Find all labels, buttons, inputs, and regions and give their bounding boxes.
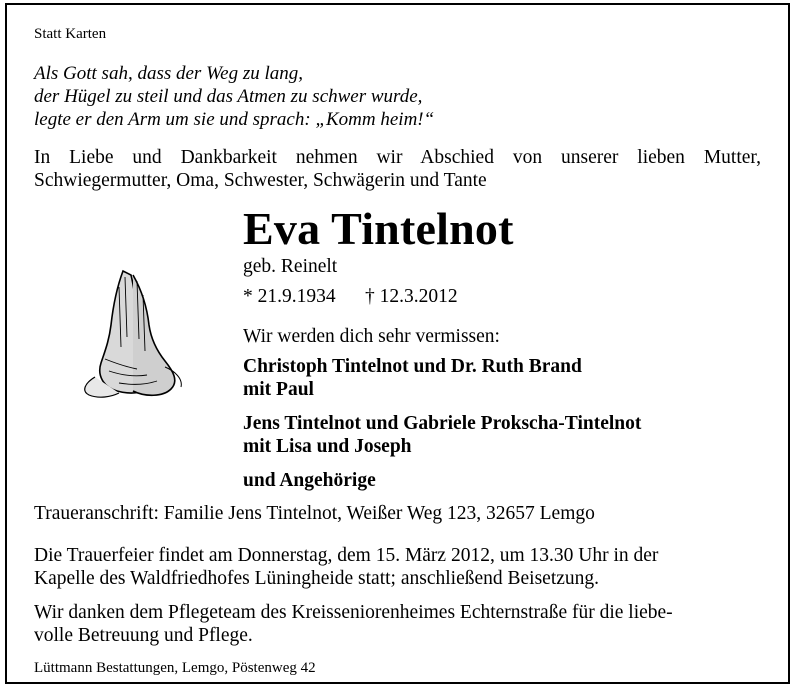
- mourners-intro: Wir werden dich sehr vermissen:: [243, 326, 500, 347]
- thanks-line-2: volle Betreuung und Pflege.: [34, 625, 253, 646]
- family-2-line-2: mit Lisa und Joseph: [243, 436, 412, 457]
- death-date: † 12.3.2012: [365, 286, 458, 307]
- service-line-1: Die Trauerfeier findet am Donnerstag, dem 15. März 2012, um 13.30 Uhr in der: [34, 545, 659, 566]
- deceased-name: Eva Tintelnot: [243, 203, 514, 254]
- statt-karten-label: Statt Karten: [34, 26, 107, 42]
- intro-line-2: Schwiegermutter, Oma, Schwester, Schwägerin und Tante: [34, 170, 487, 191]
- service-line-2: Kapelle des Waldfriedhofes Lüningheide statt; anschließend Beisetzung.: [34, 568, 600, 589]
- obituary-notice: [5, 3, 790, 684]
- family-1-line-2: mit Paul: [243, 379, 314, 400]
- family-1-line-1: Christoph Tintelnot und Dr. Ruth Brand: [243, 356, 582, 377]
- poem-line-3: legte er den Arm um sie und sprach: „Komm heim!“: [34, 109, 435, 130]
- other-relatives: und Angehörige: [243, 470, 376, 491]
- poem-line-1: Als Gott sah, dass der Weg zu lang,: [34, 63, 304, 84]
- poem-line-2: der Hügel zu steil und das Atmen zu schwer wurde,: [34, 86, 423, 107]
- family-2-line-1: Jens Tintelnot und Gabriele Prokscha-Tintelnot: [243, 413, 642, 434]
- birth-name: geb. Reinelt: [243, 256, 338, 277]
- thanks-line-1: Wir danken dem Pflegeteam des Kreisseniorenheimes Echternstraße für die liebe-: [34, 602, 673, 623]
- mourning-address: Traueranschrift: Familie Jens Tintelnot, Weißer Weg 123, 32657 Lemgo: [34, 503, 595, 524]
- funeral-home-footer: Lüttmann Bestattungen, Lemgo, Pöstenweg 42: [34, 660, 316, 676]
- birth-date: * 21.9.1934: [243, 286, 336, 307]
- praying-hands-icon: [75, 267, 187, 399]
- intro-line-1: In Liebe und Dankbarkeit nehmen wir Abschied von unserer lieben Mutter,: [34, 147, 761, 168]
